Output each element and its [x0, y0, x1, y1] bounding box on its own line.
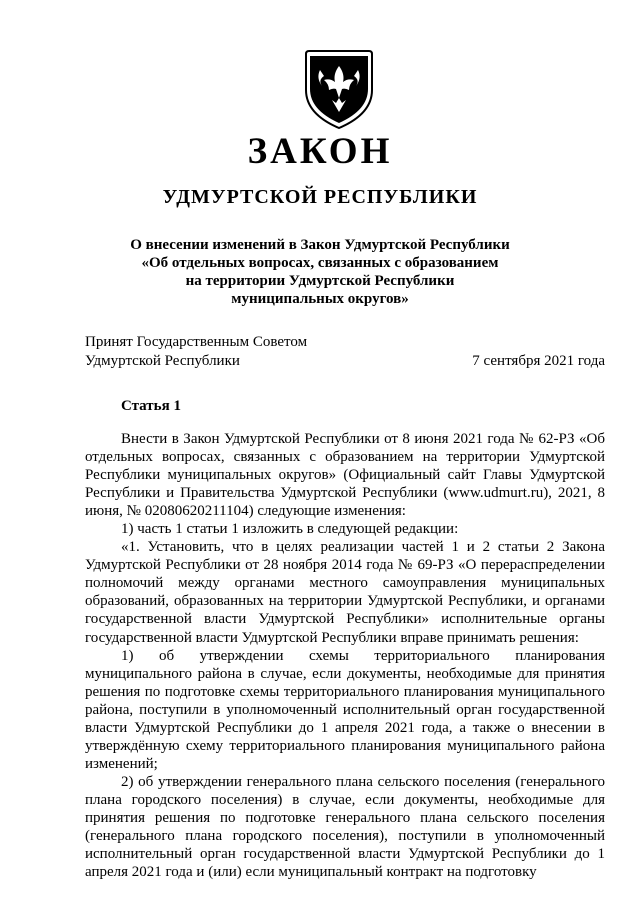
heading-line: на территории Удмуртской Республики [185, 273, 455, 289]
law-title: ЗАКОН [247, 131, 393, 172]
adopted-by-line: Удмуртской Республики [85, 353, 240, 369]
adopted-by-line: Принят Государственным Советом [85, 334, 308, 350]
body-paragraph: Внести в Закон Удмуртской Республики от 8 июня 2021 года № 62-РЗ «Об отдельных вопросах, связанных с образованием на территории Удмуртской Республики муниципальных округов» (Официальный сайт Главы Удмуртской Республики и Правительства Удмуртской Республики (www.udmurt.ru), 2021, 8 июня, № 02080620211104) следующие изменения: [85, 431, 605, 520]
body-paragraph: 1) об утверждении схемы территориального планирования муниципального района в случае, если документы, необходимые для принятия решения по подготовке схемы территориального планирования муниципального района, поступили в уполномоченный исполнительный орган государственной власти Удмуртской Республики до 1 апреля 2021 года, а также о внесении в утверждённую схему территориального планирования муниципального района изменений; [85, 647, 605, 772]
adoption-date: 7 сентября 2021 года [472, 353, 605, 369]
coat-of-arms-icon [302, 48, 376, 130]
heading-line: «Об отдельных вопросах, связанных с образованием [141, 255, 499, 271]
law-heading [0, 236, 640, 308]
body-paragraph: 2) об утверждении генерального плана сельского поселения (генерального плана городского поселения) в случае, если документы, необходимые для принятия решения по подготовке генерального плана сельского поселения (генерального плана городского поселения), поступили в уполномоченный исполнительный орган государственной власти Удмуртской Республики до 1 апреля 2021 года и (или) если муниципальный контракт на подготовку [85, 773, 605, 881]
body-paragraph: «1. Установить, что в целях реализации частей 1 и 2 статьи 2 Закона Удмуртской Республики от 28 ноября 2014 года № 69-РЗ «О перераспределении полномочий между органами местного самоуправления муниципальных образований, образованных на территории Удмуртской Республики, и органами государственной власти Удмуртской Республики» исполнительные органы государственной власти Удмуртской Республики вправе принимать решения: [85, 539, 605, 646]
adoption-block [85, 333, 605, 371]
article-title: Статья 1 [121, 398, 181, 414]
heading-line: О внесении изменений в Закон Удмуртской Республики [130, 237, 510, 253]
heading-line: муниципальных округов» [231, 291, 409, 307]
body-paragraph: 1) часть 1 статьи 1 изложить в следующей редакции: [121, 521, 459, 538]
republic-subtitle: УДМУРТСКОЙ РЕСПУБЛИКИ [162, 186, 478, 208]
article-body [85, 430, 605, 881]
